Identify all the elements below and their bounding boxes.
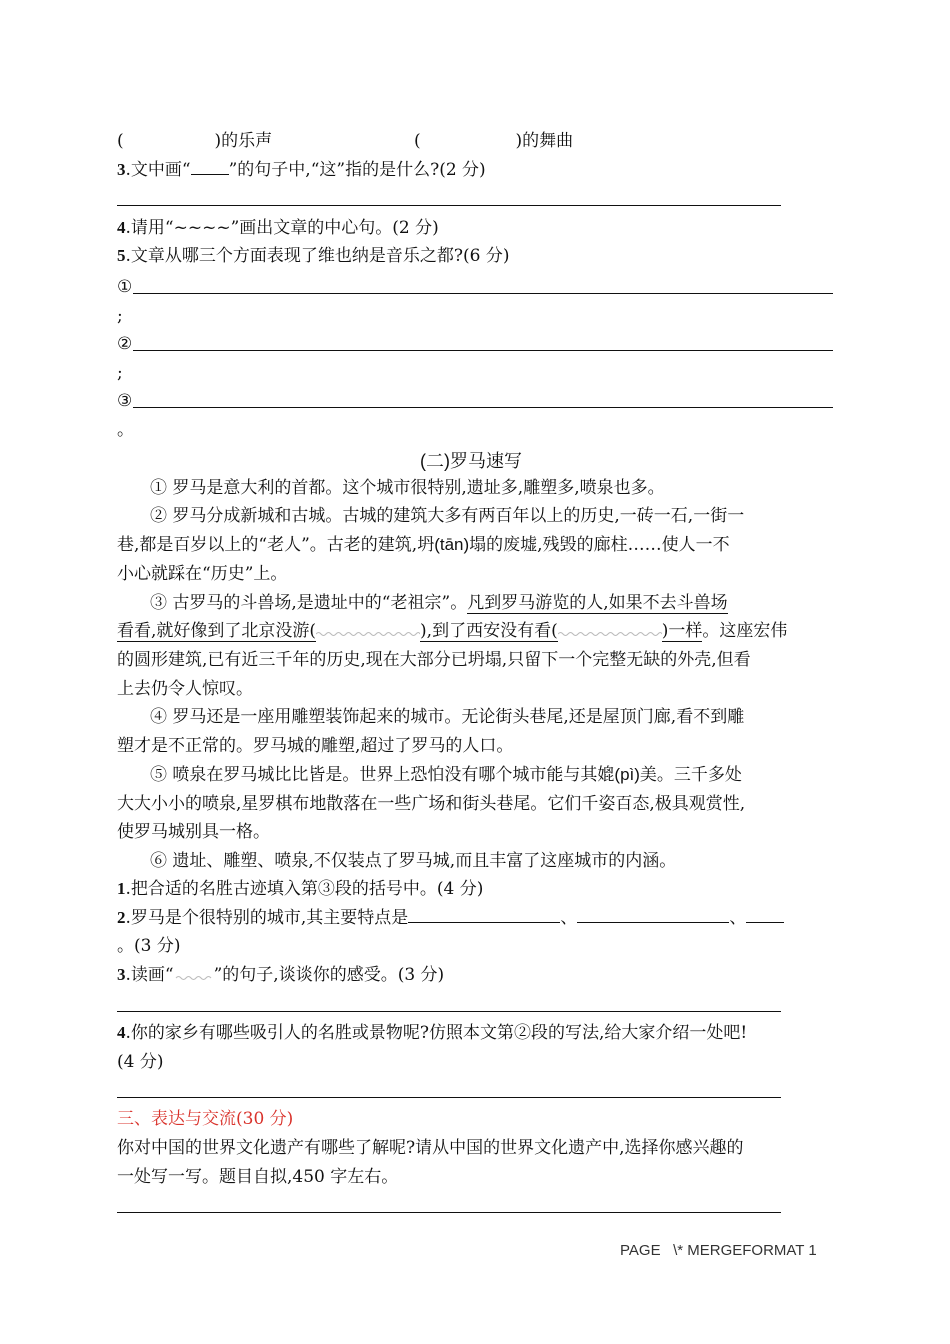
answer-blank-2[interactable]: [577, 908, 729, 923]
paren-open-1: (: [117, 131, 124, 151]
text: 塌的废墟,残毁的廊柱……使人一不: [469, 535, 730, 555]
answer-end-1: ;: [117, 306, 123, 326]
question-text: .文中画“: [125, 160, 191, 180]
question-2-3: [117, 963, 444, 987]
question-number: 5: [117, 246, 126, 265]
wavy-line-sample: ~~~~: [173, 218, 231, 238]
paragraph-3-line-4: 上去仍令人惊叹。: [117, 679, 253, 699]
paren-open-2: (: [414, 131, 421, 151]
question-2-2: [117, 906, 784, 930]
answer-mark-1: ①: [117, 277, 133, 297]
question-text: .你的家乡有哪些吸引人的名胜或景物呢?仿照本文第②段的写法,给大家介绍一处吧!: [125, 1023, 748, 1043]
question-3: [117, 158, 486, 182]
underlined-sentence: )一样: [661, 621, 703, 641]
answer-line-3[interactable]: [133, 407, 833, 408]
paragraph-1: ① 罗马是意大利的首都。这个城市很特别,遗址多,雕塑多,喷泉也多。: [150, 478, 665, 498]
blank-1-wavy[interactable]: [316, 620, 420, 636]
underlined-sentence: ),到了西安没有看(: [420, 621, 558, 641]
question-number: 3: [117, 160, 126, 179]
question-number: 4: [117, 218, 126, 237]
answer-end-2: ;: [117, 363, 123, 383]
answer-blank-3[interactable]: [746, 908, 784, 923]
answer-end-3: 。: [117, 420, 134, 440]
question-text: .请用“: [125, 218, 174, 238]
paragraph-4-line-2: 塑才是不正常的。罗马城的雕塑,超过了罗马的人口。: [117, 736, 514, 756]
passage-title: (二)罗马速写: [420, 451, 522, 471]
paragraph-5-line-2: 大大小小的喷泉,星罗棋布地散落在一些广场和街头巷尾。它们千姿百态,极具观赏性,: [117, 794, 746, 814]
question-5: [117, 244, 510, 268]
pinyin: (pì): [614, 765, 640, 784]
answer-mark-3: ③: [117, 391, 133, 411]
music-label: )的乐声: [214, 131, 273, 151]
question-2-4-score: (4 分): [117, 1052, 164, 1072]
section-3-heading: 三、表达与交流(30 分): [117, 1109, 294, 1129]
underlined-sentence: 凡到罗马游览的人,如果不去斗兽场: [467, 593, 728, 613]
question-number: 3: [117, 965, 126, 984]
text: 巷,都是百岁以上的“老人”。古老的建筑,坍: [117, 535, 435, 555]
separator: 、: [729, 908, 747, 928]
question-2-4: [117, 1021, 747, 1045]
answer-line[interactable]: [117, 1097, 781, 1098]
question-text: .读画“: [125, 965, 174, 985]
paragraph-3-line-2: [117, 619, 787, 643]
answer-line[interactable]: [117, 1212, 781, 1213]
separator: 、: [560, 908, 578, 928]
question-number: 1: [117, 879, 126, 898]
text: 美。三千多处: [639, 765, 742, 785]
answer-blank-1[interactable]: [408, 908, 560, 923]
text: 。这座宏伟: [702, 621, 788, 641]
question-number: 2: [117, 908, 126, 927]
paragraph-3-line-3: 的圆形建筑,已有近三千年的历史,现在大部分已坍塌,只留下一个完整无缺的外壳,但看: [117, 650, 751, 670]
paragraph-2-line-1: ② 罗马分成新城和古城。古城的建筑大多有两百年以上的历史,一砖一石,一街一: [150, 506, 745, 526]
question-4: [117, 216, 439, 240]
question-text-end: ”的句子中,“这”指的是什么?(2 分): [228, 160, 486, 180]
question-number: 4: [117, 1023, 126, 1042]
underline-sample: [191, 160, 229, 175]
blank-2-wavy[interactable]: [558, 620, 662, 636]
section-3-prompt-line-2: 一处写一写。题目自拟,450 字左右。: [117, 1167, 399, 1187]
fill-in-row: [117, 129, 272, 153]
dance-label: )的舞曲: [515, 131, 574, 151]
text: ③ 古罗马的斗兽场,是遗址中的“老祖宗”。: [150, 593, 468, 613]
paragraph-5-line-3: 使罗马城别具一格。: [117, 822, 270, 842]
answer-line[interactable]: [117, 205, 781, 206]
paragraph-6: ⑥ 遗址、雕塑、喷泉,不仅装点了罗马城,而且丰富了这座城市的内涵。: [150, 851, 677, 871]
answer-mark-2: ②: [117, 334, 133, 354]
page-footer: PAGE \* MERGEFORMAT 1: [620, 1242, 817, 1259]
paragraph-5-line-1: [150, 763, 742, 787]
question-text: .罗马是个很特别的城市,其主要特点是: [125, 908, 409, 928]
answer-line-2[interactable]: [133, 350, 833, 351]
fill-in-row-2: [414, 129, 573, 153]
paragraph-2-line-3: 小心就踩在“历史”上。: [117, 564, 288, 584]
question-text-end: ”画出文章的中心句。(2 分): [230, 218, 439, 238]
question-text: .文章从哪三个方面表现了维也纳是音乐之都?(6 分): [125, 246, 510, 266]
question-2-1: [117, 877, 483, 901]
text: ⑤ 喷泉在罗马城比比皆是。世界上恐怕没有哪个城市能与其媲: [150, 765, 615, 785]
question-text-end: ”的句子,谈谈你的感受。(3 分): [213, 965, 445, 985]
wavy-line-sample: [174, 964, 214, 980]
answer-line[interactable]: [117, 1011, 781, 1012]
pinyin: (tān): [434, 535, 470, 554]
underlined-sentence: 看看,就好像到了北京没游(: [117, 621, 317, 641]
paragraph-3-line-1: [150, 591, 728, 615]
section-3-prompt-line-1: 你对中国的世界文化遗产有哪些了解呢?请从中国的世界文化遗产中,选择你感兴趣的: [117, 1138, 744, 1158]
answer-line-1[interactable]: [133, 293, 833, 294]
question-2-2-tail: 。(3 分): [117, 936, 181, 956]
paragraph-2-line-2: [117, 533, 730, 557]
paragraph-4-line-1: ④ 罗马还是一座用雕塑装饰起来的城市。无论街头巷尾,还是屋顶门廊,看不到雕: [150, 707, 745, 727]
question-text: .把合适的名胜古迹填入第③段的括号中。(4 分): [125, 879, 484, 899]
